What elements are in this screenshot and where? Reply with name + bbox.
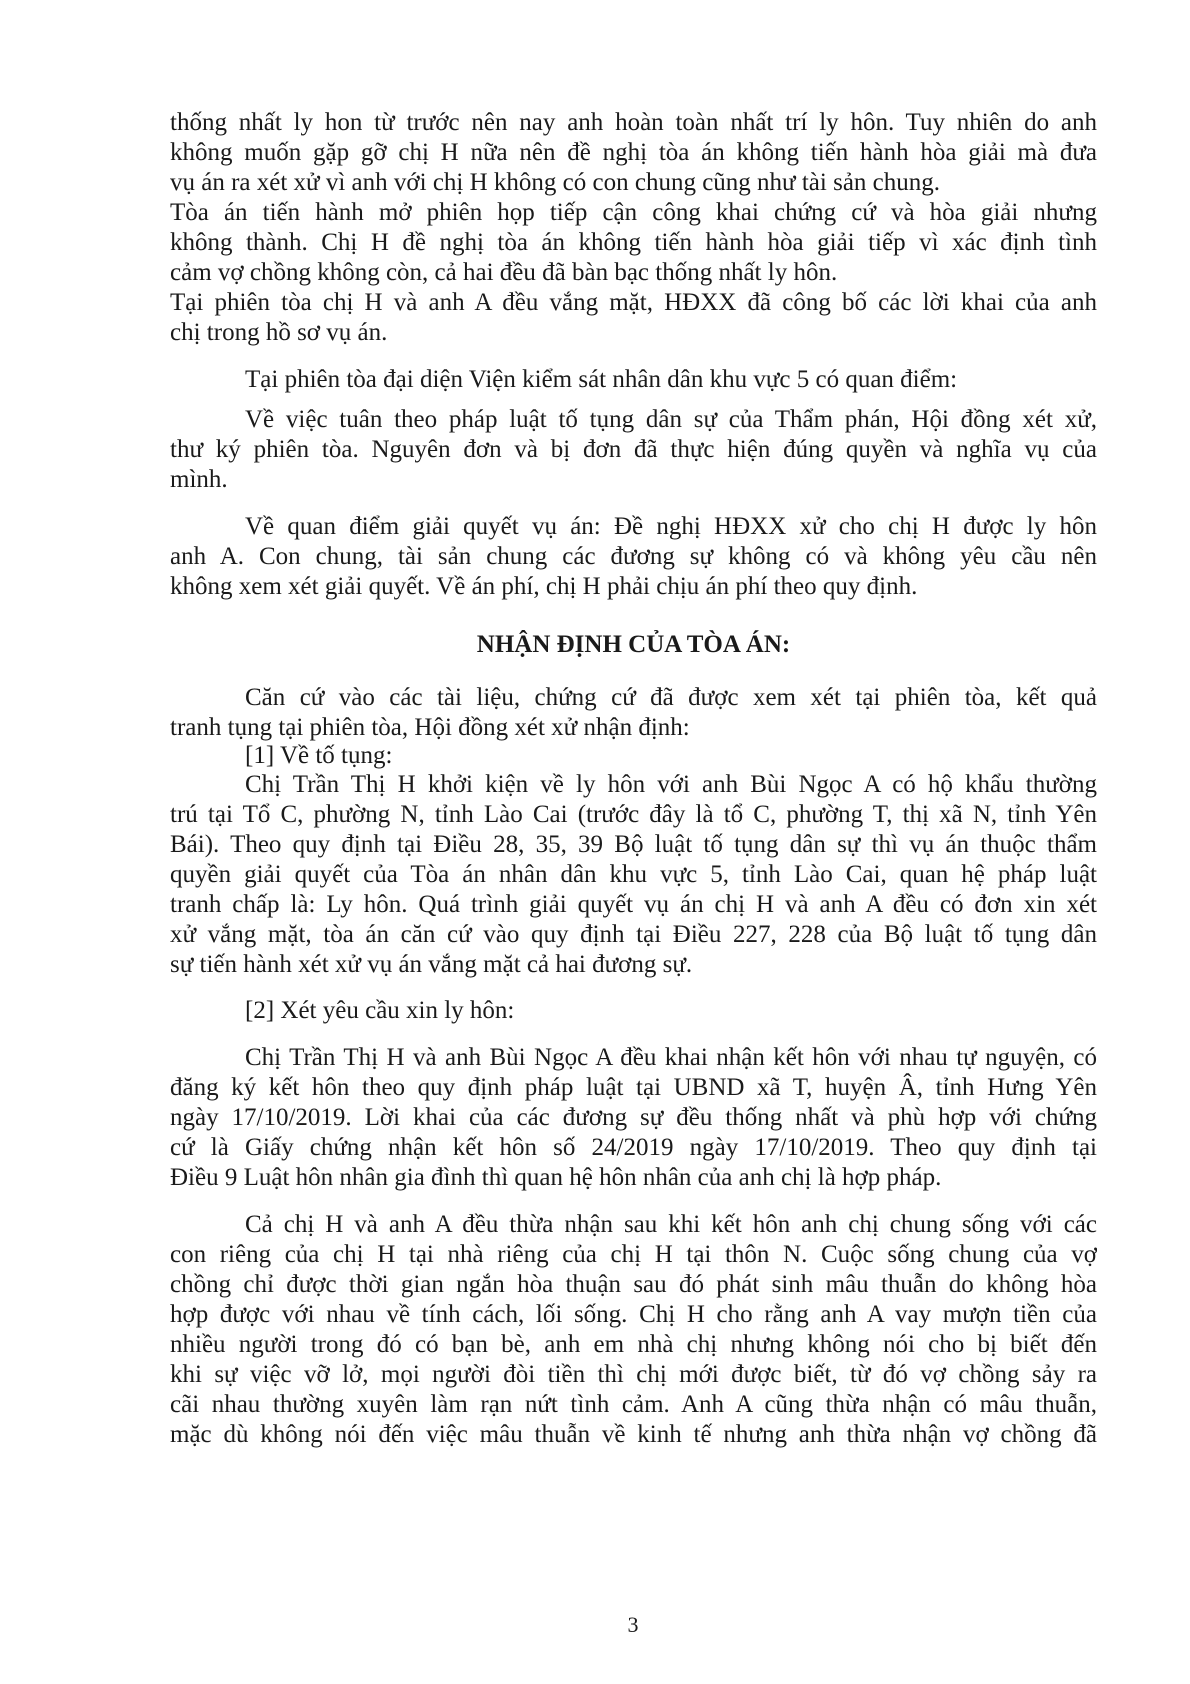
text-line: sự tiến hành xét xử vụ án vắng mặt cả hai đương sự. — [170, 951, 693, 978]
text-line: quyền giải quyết của Tòa án nhân dân khu vực 5, tỉnh Lào Cai, quan hệ pháp luật — [170, 861, 1097, 888]
text-line: cãi nhau thường xuyên làm rạn nứt tình cảm. Anh A cũng thừa nhận có mâu thuẫn, — [170, 1391, 1097, 1418]
text-line: mình. — [170, 466, 228, 493]
text-line: Chị Trần Thị H và anh Bùi Ngọc A đều khai nhận kết hôn với nhau tự nguyện, có — [245, 1044, 1097, 1071]
text-line: chị trong hồ sơ vụ án. — [170, 319, 388, 346]
text-line: Căn cứ vào các tài liệu, chứng cứ đã được xem xét tại phiên tòa, kết quả — [245, 684, 1097, 711]
text-line: xử vắng mặt, tòa án căn cứ vào quy định tại Điều 227, 228 của Bộ luật tố tụng dân — [170, 921, 1097, 948]
text-line: trú tại Tổ C, phường N, tỉnh Lào Cai (trước đây là tổ C, phường T, thị xã N, tỉnh Yên — [170, 801, 1097, 828]
text-line: tranh chấp là: Ly hôn. Quá trình giải quyết vụ án chị H và anh A đều có đơn xin xét — [170, 891, 1097, 918]
text-line: không muốn gặp gỡ chị H nữa nên đề nghị tòa án không tiến hành hòa giải mà đưa — [170, 139, 1097, 166]
text-line: hợp được với nhau về tính cách, lối sống. Chị H cho rằng anh A vay mượn tiền của — [170, 1301, 1097, 1328]
text-line: Tại phiên tòa chị H và anh A đều vắng mặt, HĐXX đã công bố các lời khai của anh — [170, 289, 1097, 316]
text-line: thống nhất ly hon từ trước nên nay anh hoàn toàn nhất trí ly hôn. Tuy nhiên do anh — [170, 109, 1097, 136]
subsection-label: [2] Xét yêu cầu xin ly hôn: — [245, 997, 515, 1024]
text-line: con riêng của chị H tại nhà riêng của chị H tại thôn N. Cuộc sống chung của vợ — [170, 1241, 1097, 1268]
text-line: cứ là Giấy chứng nhận kết hôn số 24/2019 ngày 17/10/2019. Theo quy định tại — [170, 1134, 1097, 1161]
section-heading: NHẬN ĐỊNH CỦA TÒA ÁN: — [476, 631, 791, 658]
text-line: nhiều người trong đó có bạn bè, anh em nhà chị nhưng không nói cho bị biết đến — [170, 1331, 1097, 1358]
text-line: anh A. Con chung, tài sản chung các đương sự không có và không yêu cầu nên — [170, 543, 1097, 570]
text-line: Tại phiên tòa đại diện Viện kiểm sát nhân dân khu vực 5 có quan điểm: — [245, 366, 958, 393]
text-line: đăng ký kết hôn theo quy định pháp luật tại UBND xã T, huyện Â, tỉnh Hưng Yên — [170, 1074, 1097, 1101]
text-line: chồng chỉ được thời gian ngắn hòa thuận sau đó phát sinh mâu thuẫn do không hòa — [170, 1271, 1097, 1298]
text-line: Về việc tuân theo pháp luật tố tụng dân sự của Thẩm phán, Hội đồng xét xử, — [245, 406, 1097, 433]
text-line: mặc dù không nói đến việc mâu thuẫn về kinh tế nhưng anh thừa nhận vợ chồng đã — [170, 1421, 1097, 1448]
text-line: Chị Trần Thị H khởi kiện về ly hôn với anh Bùi Ngọc A có hộ khẩu thường — [245, 771, 1097, 798]
text-line: Tòa án tiến hành mở phiên họp tiếp cận công khai chứng cứ và hòa giải nhưng — [170, 199, 1097, 226]
text-line: không xem xét giải quyết. Về án phí, chị H phải chịu án phí theo quy định. — [170, 573, 918, 600]
text-line: không thành. Chị H đề nghị tòa án không tiến hành hòa giải tiếp vì xác định tình — [170, 229, 1097, 256]
text-line: thư ký phiên tòa. Nguyên đơn và bị đơn đã thực hiện đúng quyền và nghĩa vụ của — [170, 436, 1097, 463]
text-line: Bái). Theo quy định tại Điều 28, 35, 39 Bộ luật tố tụng dân sự thì vụ án thuộc thẩm — [170, 831, 1097, 858]
text-line: Cả chị H và anh A đều thừa nhận sau khi kết hôn anh chị chung sống với các — [245, 1211, 1097, 1238]
text-line: khi sự việc vỡ lở, mọi người đòi tiền thì chị mới được biết, từ đó vợ chồng sảy ra — [170, 1361, 1097, 1388]
text-line: cảm vợ chồng không còn, cả hai đều đã bàn bạc thống nhất ly hôn. — [170, 259, 838, 286]
page-number: 3 — [627, 1612, 639, 1637]
text-line: Điều 9 Luật hôn nhân gia đình thì quan hệ hôn nhân của anh chị là hợp pháp. — [170, 1164, 942, 1191]
subsection-label: [1] Về tố tụng: — [245, 742, 393, 769]
text-line: ngày 17/10/2019. Lời khai của các đương sự đều thống nhất và phù hợp với chứng — [170, 1104, 1097, 1131]
text-line: tranh tụng tại phiên tòa, Hội đồng xét xử nhận định: — [170, 714, 690, 741]
text-line: Về quan điểm giải quyết vụ án: Đề nghị HĐXX xử cho chị H được ly hôn — [245, 513, 1097, 540]
text-line: vụ án ra xét xử vì anh với chị H không có con chung cũng như tài sản chung. — [170, 169, 941, 196]
